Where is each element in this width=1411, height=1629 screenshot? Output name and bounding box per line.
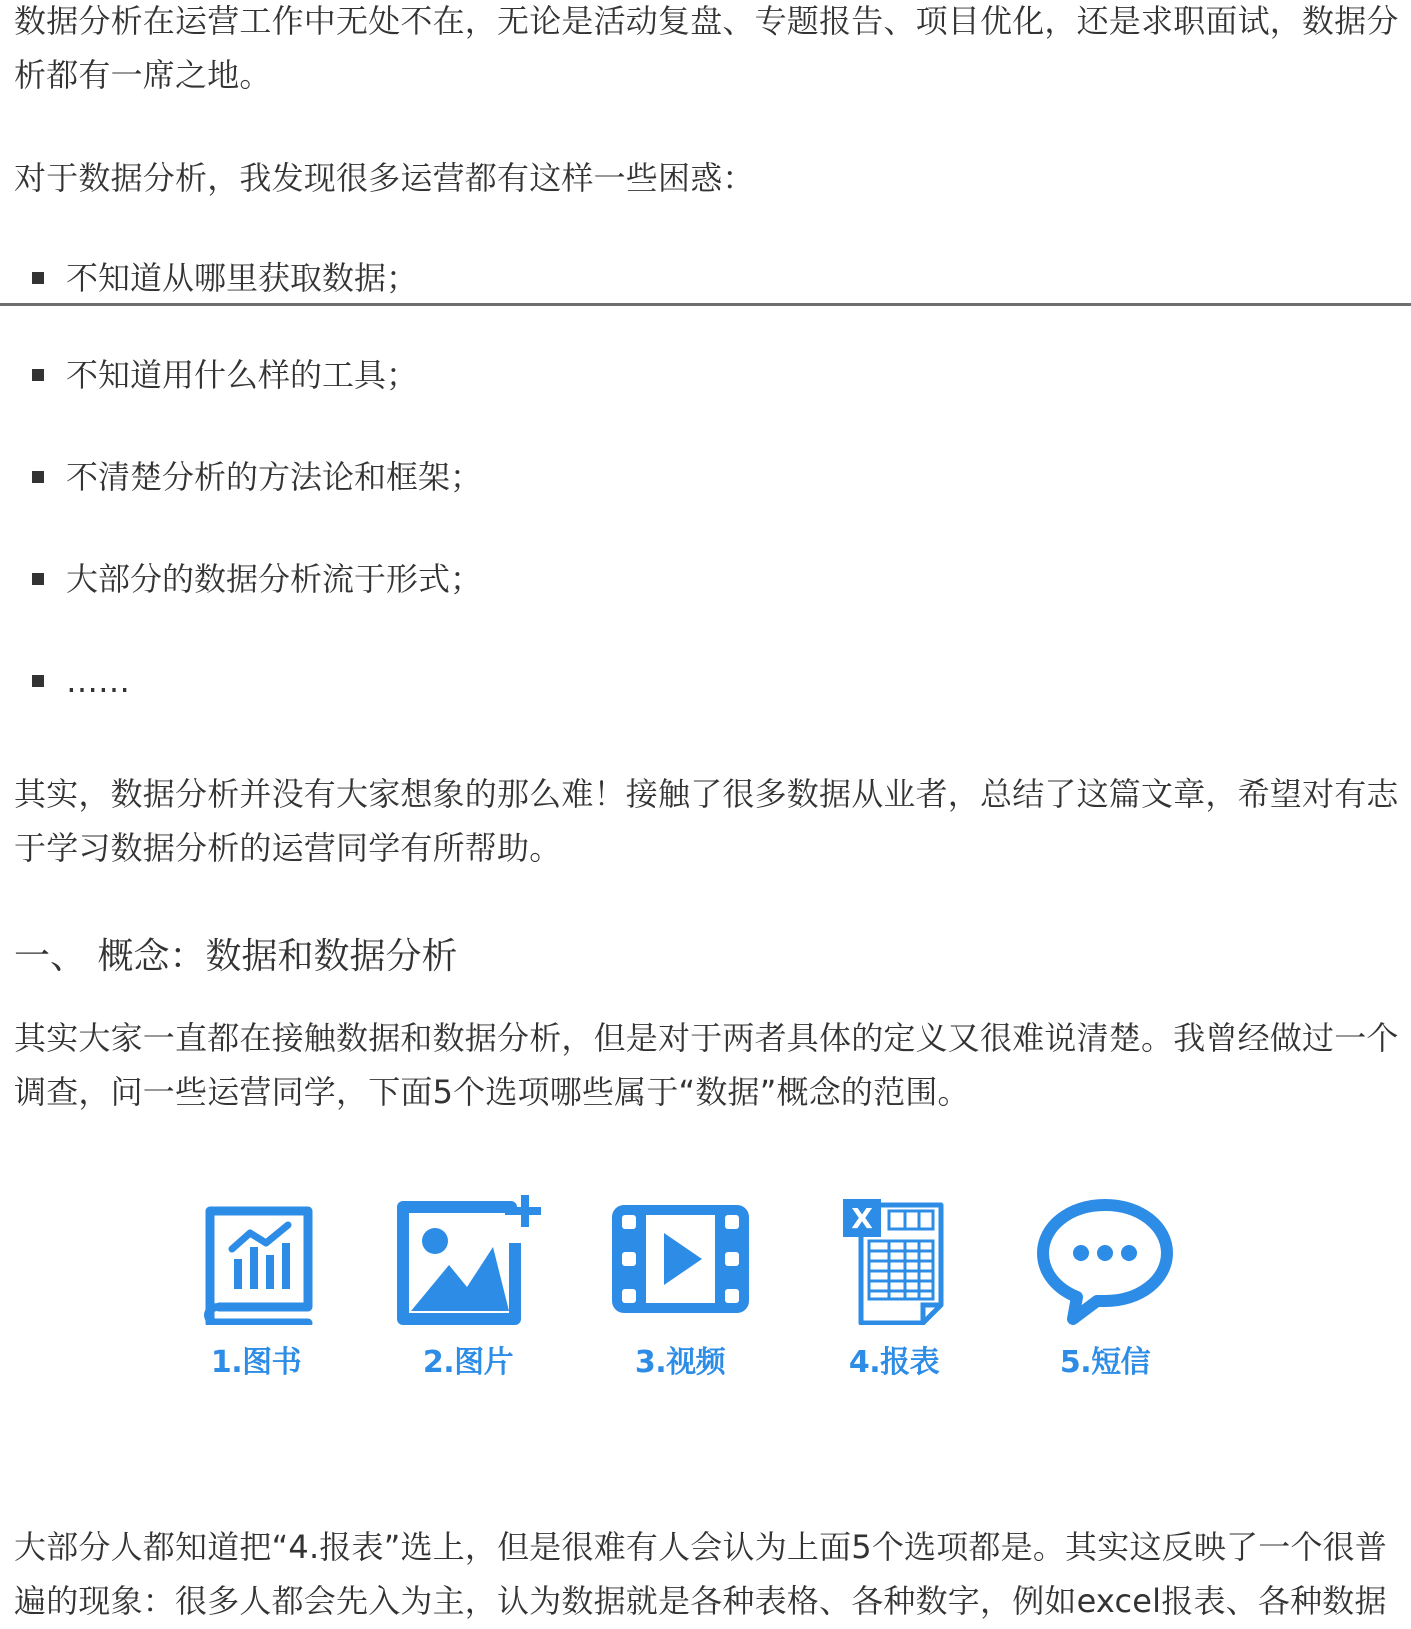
section-paragraph: 其实大家一直都在接触数据和数据分析，但是对于两者具体的定义又很难说清楚。我曾经做过一个调查，问一些运营同学，下面5个选项哪些属于“数据”概念的范围。 [14,1019,1399,1111]
option-label: 2.图片 [422,1345,514,1380]
closing-paragraph: 大部分人都知道把“4.报表”选上，但是很难有人会认为上面5个选项都是。其实这反映了一个很普遍的现象：很多人都会先入为主，认为数据就是各种表格、各种数字，例如excel报表、各种数据 [14,1528,1388,1620]
svg-text:X: X [851,1202,873,1235]
confusion-item-text: …… [66,662,130,700]
option-label: 5.短信 [1059,1345,1151,1380]
data-options-figure [0,1195,1411,1425]
confusion-list-item [32,661,130,701]
confusion-item-text: 不清楚分析的方法论和框架； [66,458,483,496]
confusion-item-text: 不知道从哪里获取数据； [66,259,419,297]
confusion-list-item [32,258,418,298]
confusion-list-item [32,457,482,497]
confusion-list-item [32,355,418,395]
intro-paragraph: 数据分析在运营工作中无处不在，无论是活动复盘、专题报告、项目优化，还是求职面试，数据分析都有一席之地。 [14,2,1399,94]
bullet-square-icon [32,471,44,483]
confusion-list-item [32,559,482,599]
option-label: 4.报表 [848,1345,940,1380]
screenshot-seam-divider [0,303,1411,306]
bullet-square-icon [32,675,44,687]
option-sms [1025,1195,1185,1381]
video-film-icon [608,1195,753,1325]
bullet-square-icon [32,573,44,585]
excel-sheet-icon [839,1195,949,1325]
confusion-item-text: 不知道用什么样的工具； [66,356,419,394]
option-label: 1.图书 [210,1345,302,1380]
option-report [814,1195,974,1381]
chat-bubble-icon [1033,1195,1178,1325]
option-book [176,1195,336,1381]
option-video [600,1195,760,1381]
confusion-item-text: 大部分的数据分析流于形式； [66,560,483,598]
book-chart-icon [196,1195,316,1325]
confusion-intro-paragraph: 对于数据分析，我发现很多运营都有这样一些困惑： [14,159,755,197]
bullet-square-icon [32,369,44,381]
option-image [388,1195,548,1381]
bullet-square-icon [32,272,44,284]
image-add-icon [393,1195,543,1325]
option-label: 3.视频 [634,1345,726,1380]
section-heading: 一、 概念：数据和数据分析 [14,936,458,977]
encouragement-paragraph: 其实，数据分析并没有大家想象的那么难！接触了很多数据从业者，总结了这篇文章，希望对有志于学习数据分析的运营同学有所帮助。 [14,775,1399,867]
